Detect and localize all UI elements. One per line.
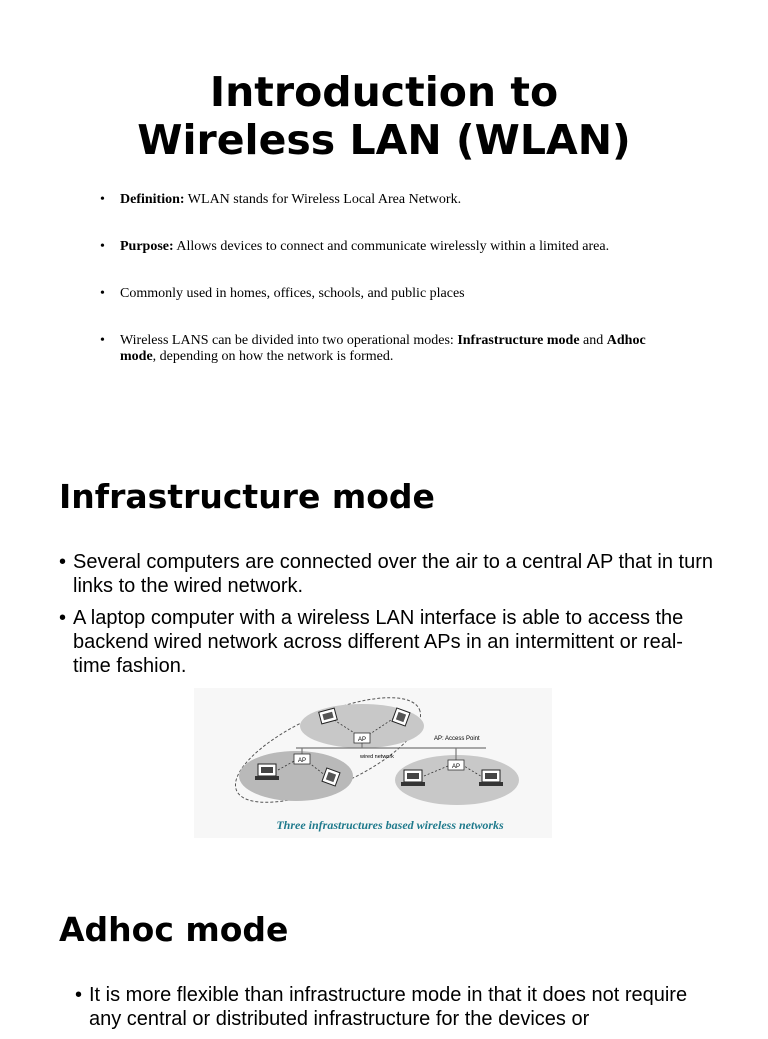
adhoc-heading: Adhoc mode xyxy=(59,910,289,949)
wired-network-label: wired network xyxy=(360,754,394,760)
list-item-common-use xyxy=(100,286,680,302)
laptop-icon xyxy=(479,770,503,786)
purpose-text: Allows devices to connect and communicate wirelessly within a limited area. xyxy=(173,239,610,254)
purpose-label: Purpose: xyxy=(120,239,174,254)
modes-text-a: Wireless LANS can be divided into two operational modes: xyxy=(120,333,458,348)
list-item-modes xyxy=(100,333,680,365)
title-line-1: Introduction to xyxy=(209,68,559,116)
definition-text: WLAN stands for Wireless Local Area Network. xyxy=(184,192,462,207)
ap-label-right: AP xyxy=(451,764,461,770)
modes-adhoc: Adhoc mode xyxy=(120,333,646,364)
network-diagram-svg xyxy=(194,688,552,838)
adhoc-list xyxy=(75,983,715,1039)
laptop-icon xyxy=(255,764,279,780)
modes-text-c: , depending on how the network is formed. xyxy=(152,349,394,364)
adhoc-bullet-1: • It is more flexible than infrastructure mode in that it does not require any central or distributed infrastructure for the devices or xyxy=(75,983,715,1031)
access-point-legend: AP: Access Point xyxy=(434,736,480,742)
list-item-purpose xyxy=(100,239,680,255)
list-item-definition xyxy=(100,192,680,208)
infrastructure-bullet-2: • A laptop computer with a wireless LAN interface is able to access the backend wired network across different APs in an intermittent or real-time fashion. xyxy=(59,606,719,678)
page-title xyxy=(0,68,768,164)
laptop-icon xyxy=(401,770,425,786)
infrastructure-bullet-1: • Several computers are connected over the air to a central AP that in turn links to the wired network. xyxy=(59,550,719,598)
ap-label-top: AP xyxy=(357,737,367,743)
infrastructure-diagram xyxy=(194,688,552,838)
title-line-2: Wireless LAN (WLAN) xyxy=(137,116,631,164)
infrastructure-list xyxy=(59,550,719,686)
intro-list xyxy=(100,192,680,396)
ap-label-left: AP xyxy=(297,758,307,764)
modes-text-b: and xyxy=(579,333,607,348)
figure-caption: Three infrastructures based wireless networks xyxy=(276,818,504,832)
common-use-text: Commonly used in homes, offices, schools, and public places xyxy=(120,286,465,301)
infrastructure-heading: Infrastructure mode xyxy=(59,477,435,516)
definition-label: Definition: xyxy=(120,192,185,207)
modes-infrastructure: Infrastructure mode xyxy=(457,333,580,348)
